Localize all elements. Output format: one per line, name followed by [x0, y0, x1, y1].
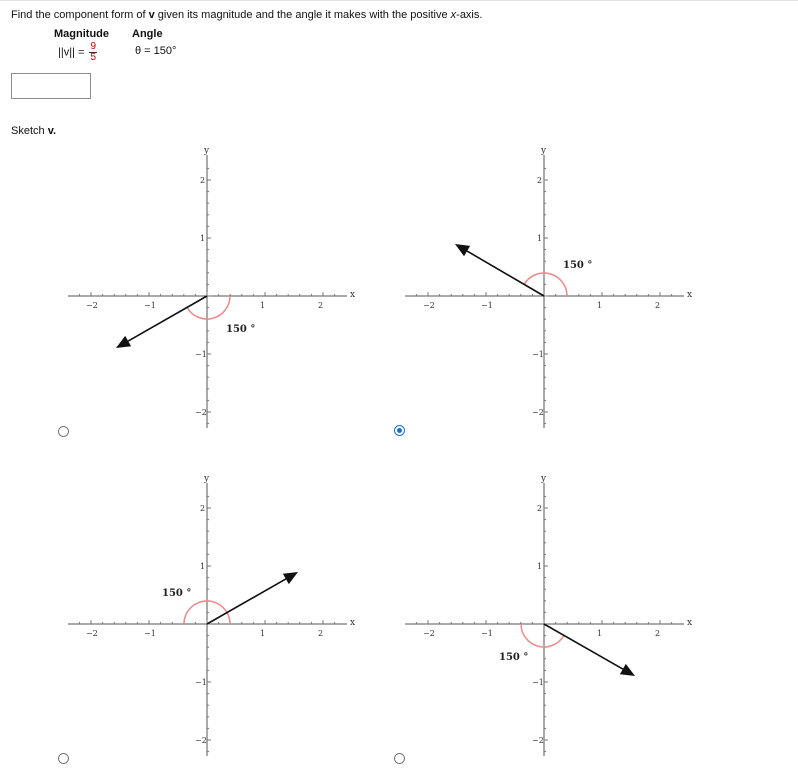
y-tick-label: 1: [200, 562, 206, 571]
y-tick-label: 1: [537, 562, 543, 571]
y-tick-label: −2: [532, 408, 544, 417]
y-axis-label: y: [541, 146, 547, 156]
vector-line: [207, 579, 286, 624]
y-tick-label: 2: [200, 176, 206, 185]
x-tick-label: 2: [655, 301, 661, 310]
magnitude-lhs: ||v|| =: [58, 46, 85, 59]
magnitude-denominator: 5: [90, 52, 97, 63]
vector-arrowhead: [116, 336, 131, 348]
angle-column: [132, 28, 176, 57]
x-tick-label: 1: [260, 629, 266, 638]
angle-arc: [521, 624, 564, 647]
x-tick-label: −2: [86, 301, 98, 310]
angle-value: θ = 150°: [135, 45, 177, 57]
graph-option-4: [403, 473, 703, 763]
x-tick-label: −1: [481, 629, 493, 638]
vector-line: [467, 251, 544, 296]
magnitude-fraction: [89, 42, 97, 63]
vector-line: [544, 624, 623, 669]
radio-option-3[interactable]: [58, 753, 69, 764]
magnitude-header: Magnitude: [54, 28, 109, 40]
y-axis-label: y: [541, 474, 547, 484]
magnitude-numerator: 9: [90, 41, 97, 52]
radio-option-4[interactable]: [394, 753, 405, 764]
x-tick-label: −2: [423, 301, 435, 310]
x-tick-label: 1: [597, 301, 603, 310]
y-axis-label: y: [204, 474, 210, 484]
graph-option-1: [66, 145, 366, 430]
x-tick-label: 2: [655, 629, 661, 638]
x-axis-label: x: [687, 290, 693, 300]
sketch-label: Sketch v.: [11, 125, 57, 137]
x-tick-label: 1: [260, 301, 266, 310]
y-tick-label: 2: [537, 504, 543, 513]
y-tick-label: 1: [200, 234, 206, 243]
x-tick-label: −1: [144, 629, 156, 638]
magnitude-column: [54, 28, 109, 63]
y-tick-label: 2: [537, 176, 543, 185]
radio-option-2[interactable]: [394, 425, 405, 436]
top-divider: [0, 0, 798, 1]
angle-label: 150 °: [162, 588, 192, 599]
x-tick-label: −1: [144, 301, 156, 310]
graph-option-3: [66, 473, 366, 763]
y-tick-label: 1: [537, 234, 543, 243]
angle-label: 150 °: [226, 324, 256, 335]
y-axis-label: y: [204, 146, 210, 156]
graph-option-2: [403, 145, 703, 430]
x-tick-label: 2: [318, 301, 324, 310]
x-axis-label: x: [350, 618, 356, 628]
angle-header: Angle: [132, 28, 163, 40]
y-tick-label: −2: [195, 408, 207, 417]
y-tick-label: −2: [532, 736, 544, 745]
y-tick-label: −1: [195, 350, 207, 359]
radio-option-1[interactable]: [58, 426, 69, 437]
question-text: Find the component form of v given its magnitude and the angle it makes with the positive x-axis.: [11, 9, 483, 21]
angle-label: 150 °: [499, 652, 529, 663]
x-tick-label: 1: [597, 629, 603, 638]
y-tick-label: −1: [532, 350, 544, 359]
x-axis-label: x: [350, 290, 356, 300]
x-tick-label: −1: [481, 301, 493, 310]
y-tick-label: 2: [200, 504, 206, 513]
x-axis-label: x: [687, 618, 693, 628]
x-tick-label: −2: [86, 629, 98, 638]
angle-label: 150 °: [563, 260, 593, 271]
vector-arrowhead: [620, 664, 635, 676]
x-tick-label: −2: [423, 629, 435, 638]
vector-line: [128, 296, 207, 341]
vector-arrowhead: [455, 244, 470, 256]
answer-input[interactable]: [11, 73, 91, 99]
vector-arrowhead: [283, 572, 298, 584]
y-tick-label: −1: [195, 678, 207, 687]
y-tick-label: −1: [532, 678, 544, 687]
x-tick-label: 2: [318, 629, 324, 638]
y-tick-label: −2: [195, 736, 207, 745]
